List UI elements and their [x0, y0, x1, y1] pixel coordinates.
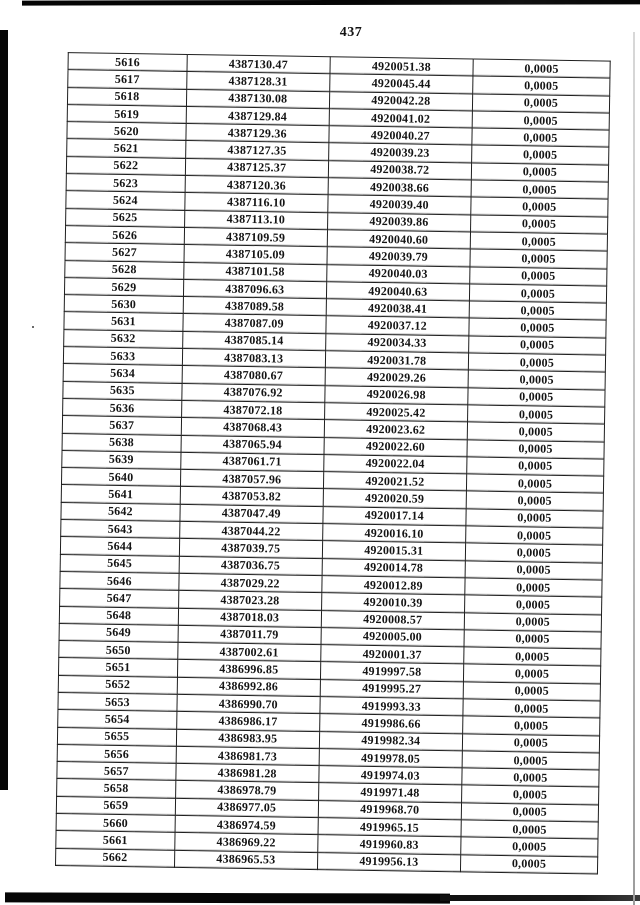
tolerance-cell: 0,0005 [461, 820, 598, 839]
y-coordinate-cell: 4920038.41 [326, 299, 469, 319]
point-id-cell: 5633 [63, 347, 182, 366]
y-coordinate-cell: 4920016.10 [322, 524, 465, 544]
tolerance-cell: 0,0005 [464, 630, 601, 649]
x-coordinate-cell: 4386969.22 [174, 833, 317, 853]
x-coordinate-cell: 4387085.14 [182, 331, 325, 351]
x-coordinate-cell: 4387127.35 [185, 141, 328, 161]
point-id-cell: 5623 [66, 174, 185, 193]
point-id-cell: 5648 [59, 606, 178, 625]
point-id-cell: 5635 [63, 381, 182, 400]
x-coordinate-cell: 4387053.82 [180, 487, 323, 507]
y-coordinate-cell: 4920039.86 [327, 212, 470, 232]
tolerance-cell: 0,0005 [469, 318, 606, 337]
point-id-cell: 5650 [59, 641, 178, 660]
point-id-cell: 5624 [66, 191, 185, 210]
y-coordinate-cell: 4920022.60 [324, 437, 467, 457]
point-id-cell: 5647 [60, 589, 179, 608]
y-coordinate-cell: 4920051.38 [330, 57, 473, 77]
scan-edge-top [22, 0, 640, 6]
x-coordinate-cell: 4387116.10 [185, 193, 328, 213]
x-coordinate-cell: 4387039.75 [179, 539, 322, 559]
tolerance-cell: 0,0005 [462, 716, 599, 735]
point-id-cell: 5659 [56, 796, 175, 815]
y-coordinate-cell: 4920014.78 [322, 558, 465, 578]
point-id-cell: 5639 [62, 450, 181, 469]
point-id-cell: 5641 [61, 485, 180, 504]
y-coordinate-cell: 4920012.89 [322, 576, 465, 596]
x-coordinate-cell: 4387130.08 [186, 89, 329, 109]
tolerance-cell: 0,0005 [463, 664, 600, 683]
point-id-cell: 5616 [68, 53, 187, 72]
point-id-cell: 5622 [66, 156, 185, 175]
y-coordinate-cell: 4920038.66 [328, 178, 471, 198]
y-coordinate-cell: 4919986.66 [319, 714, 462, 734]
y-coordinate-cell: 4920041.02 [329, 109, 472, 129]
point-id-cell: 5640 [61, 468, 180, 487]
tolerance-cell: 0,0005 [470, 267, 607, 286]
tolerance-cell: 0,0005 [464, 647, 601, 666]
y-coordinate-cell: 4920031.78 [325, 351, 468, 371]
x-coordinate-cell: 4387011.79 [178, 625, 321, 645]
y-coordinate-cell: 4920040.63 [326, 282, 469, 302]
x-coordinate-cell: 4387072.18 [181, 400, 324, 420]
scan-edge-bottom-thin [440, 895, 640, 901]
point-id-cell: 5637 [62, 416, 181, 435]
x-coordinate-cell: 4386992.86 [177, 677, 320, 697]
tolerance-cell: 0,0005 [469, 284, 606, 303]
tolerance-cell: 0,0005 [470, 215, 607, 234]
tolerance-cell: 0,0005 [473, 59, 610, 78]
point-id-cell: 5644 [60, 537, 179, 556]
tolerance-cell: 0,0005 [467, 422, 604, 441]
x-coordinate-cell: 4386981.73 [176, 746, 319, 766]
point-id-cell: 5626 [65, 226, 184, 245]
point-id-cell: 5636 [63, 399, 182, 418]
y-coordinate-cell: 4920037.12 [326, 316, 469, 336]
y-coordinate-cell: 4920015.31 [322, 541, 465, 561]
x-coordinate-cell: 4387036.75 [179, 556, 322, 576]
tolerance-cell: 0,0005 [464, 595, 601, 614]
point-id-cell: 5617 [68, 70, 187, 89]
tolerance-cell: 0,0005 [471, 145, 608, 164]
tolerance-cell: 0,0005 [462, 733, 599, 752]
y-coordinate-cell: 4919978.05 [319, 749, 462, 769]
tolerance-cell: 0,0005 [472, 94, 609, 113]
tolerance-cell: 0,0005 [462, 768, 599, 787]
x-coordinate-cell: 4387083.13 [182, 348, 325, 368]
tolerance-cell: 0,0005 [467, 439, 604, 458]
point-id-cell: 5632 [64, 329, 183, 348]
x-coordinate-cell: 4387076.92 [182, 383, 325, 403]
x-coordinate-cell: 4387096.63 [183, 279, 326, 299]
tolerance-cell: 0,0005 [471, 163, 608, 182]
point-id-cell: 5655 [57, 727, 176, 746]
y-coordinate-cell: 4920017.14 [323, 506, 466, 526]
x-coordinate-cell: 4387120.36 [185, 176, 328, 196]
x-coordinate-cell: 4387101.58 [183, 262, 326, 282]
x-coordinate-cell: 4387089.58 [183, 297, 326, 317]
point-id-cell: 5657 [57, 762, 176, 781]
scan-edge-left [0, 30, 8, 790]
x-coordinate-cell: 4387044.22 [179, 521, 322, 541]
y-coordinate-cell: 4920008.57 [321, 610, 464, 630]
y-coordinate-cell: 4919997.58 [320, 662, 463, 682]
point-id-cell: 5653 [58, 693, 177, 712]
y-coordinate-cell: 4920001.37 [321, 645, 464, 665]
x-coordinate-cell: 4387080.67 [182, 366, 325, 386]
x-coordinate-cell: 4387109.59 [184, 227, 327, 247]
page-number: 437 [339, 25, 363, 40]
x-coordinate-cell: 4387068.43 [181, 418, 324, 438]
x-coordinate-cell: 4386983.95 [176, 729, 319, 749]
tolerance-cell: 0,0005 [465, 526, 602, 545]
tolerance-cell: 0,0005 [462, 751, 599, 770]
tolerance-cell: 0,0005 [470, 249, 607, 268]
x-coordinate-cell: 4387087.09 [183, 314, 326, 334]
x-coordinate-cell: 4387105.09 [184, 245, 327, 265]
point-id-cell: 5619 [67, 104, 186, 123]
x-coordinate-cell: 4387057.96 [180, 470, 323, 490]
tolerance-cell: 0,0005 [465, 578, 602, 597]
point-id-cell: 5621 [67, 139, 186, 158]
x-coordinate-cell: 4387018.03 [178, 608, 321, 628]
y-coordinate-cell: 4919971.48 [318, 783, 461, 803]
x-coordinate-cell: 4387128.31 [186, 72, 329, 92]
tolerance-cell: 0,0005 [463, 682, 600, 701]
y-coordinate-cell: 4920005.00 [321, 627, 464, 647]
y-coordinate-cell: 4920026.98 [325, 385, 468, 405]
coordinate-table-container [55, 52, 611, 874]
y-coordinate-cell: 4919993.33 [320, 697, 463, 717]
point-id-cell: 5662 [56, 848, 175, 867]
x-coordinate-cell: 4387029.22 [179, 573, 322, 593]
y-coordinate-cell: 4920022.04 [323, 454, 466, 474]
tolerance-cell: 0,0005 [468, 370, 605, 389]
tolerance-cell: 0,0005 [465, 543, 602, 562]
y-coordinate-cell: 4919968.70 [318, 800, 461, 820]
y-coordinate-cell: 4920010.39 [321, 593, 464, 613]
point-id-cell: 5642 [61, 502, 180, 521]
y-coordinate-cell: 4919974.03 [319, 766, 462, 786]
point-id-cell: 5643 [61, 520, 180, 539]
x-coordinate-cell: 4386986.17 [176, 712, 319, 732]
y-coordinate-cell: 4920040.60 [327, 230, 470, 250]
x-coordinate-cell: 4387125.37 [185, 158, 328, 178]
y-coordinate-cell: 4920039.40 [328, 195, 471, 215]
point-id-cell: 5652 [58, 675, 177, 694]
tolerance-cell: 0,0005 [461, 803, 598, 822]
point-id-cell: 5651 [58, 658, 177, 677]
y-coordinate-cell: 4920045.44 [329, 74, 472, 94]
point-id-cell: 5620 [67, 122, 186, 141]
tolerance-cell: 0,0005 [473, 76, 610, 95]
tolerance-cell: 0,0005 [465, 561, 602, 580]
y-coordinate-cell: 4919995.27 [320, 679, 463, 699]
x-coordinate-cell: 4386965.53 [174, 850, 317, 870]
point-id-cell: 5631 [64, 312, 183, 331]
tolerance-cell: 0,0005 [472, 128, 609, 147]
tolerance-cell: 0,0005 [464, 612, 601, 631]
x-coordinate-cell: 4386978.79 [175, 781, 318, 801]
point-id-cell: 5625 [66, 208, 185, 227]
y-coordinate-cell: 4920039.23 [328, 143, 471, 163]
x-coordinate-cell: 4386977.05 [175, 798, 318, 818]
y-coordinate-cell: 4920038.72 [328, 160, 471, 180]
y-coordinate-cell: 4920023.62 [324, 420, 467, 440]
y-coordinate-cell: 4920021.52 [323, 472, 466, 492]
tolerance-cell: 0,0005 [461, 785, 598, 804]
scan-edge-right [633, 32, 635, 905]
x-coordinate-cell: 4387130.47 [187, 54, 330, 74]
point-id-cell: 5634 [63, 364, 182, 383]
y-coordinate-cell: 4920040.03 [326, 264, 469, 284]
tolerance-cell: 0,0005 [467, 405, 604, 424]
tolerance-cell: 0,0005 [463, 699, 600, 718]
x-coordinate-cell: 4387129.84 [186, 106, 329, 126]
y-coordinate-cell: 4919982.34 [319, 731, 462, 751]
x-coordinate-cell: 4387129.36 [186, 124, 329, 144]
scan-speck [32, 326, 34, 328]
y-coordinate-cell: 4920020.59 [323, 489, 466, 509]
x-coordinate-cell: 4387061.71 [180, 452, 323, 472]
point-id-cell: 5638 [62, 433, 181, 452]
x-coordinate-cell: 4387065.94 [181, 435, 324, 455]
tolerance-cell: 0,0005 [469, 301, 606, 320]
scan-edge-bottom-thick [5, 892, 450, 903]
tolerance-cell: 0,0005 [461, 837, 598, 856]
point-id-cell: 5627 [65, 243, 184, 262]
point-id-cell: 5618 [67, 87, 186, 106]
tolerance-cell: 0,0005 [471, 180, 608, 199]
point-id-cell: 5629 [64, 277, 183, 296]
x-coordinate-cell: 4387023.28 [178, 591, 321, 611]
y-coordinate-cell: 4919965.15 [318, 818, 461, 838]
coordinate-table [55, 52, 611, 874]
point-id-cell: 5645 [60, 554, 179, 573]
point-id-cell: 5660 [56, 814, 175, 833]
x-coordinate-cell: 4387047.49 [180, 504, 323, 524]
x-coordinate-cell: 4387002.61 [177, 642, 320, 662]
tolerance-cell: 0,0005 [472, 111, 609, 130]
point-id-cell: 5630 [64, 295, 183, 314]
y-coordinate-cell: 4920025.42 [324, 403, 467, 423]
x-coordinate-cell: 4386974.59 [175, 815, 318, 835]
tolerance-cell: 0,0005 [466, 509, 603, 528]
x-coordinate-cell: 4386990.70 [177, 694, 320, 714]
tolerance-cell: 0,0005 [471, 197, 608, 216]
tolerance-cell: 0,0005 [467, 457, 604, 476]
y-coordinate-cell: 4920042.28 [329, 91, 472, 111]
y-coordinate-cell: 4919956.13 [317, 852, 460, 872]
tolerance-cell: 0,0005 [460, 855, 597, 874]
table-body [56, 53, 611, 874]
tolerance-cell: 0,0005 [466, 474, 603, 493]
tolerance-cell: 0,0005 [468, 388, 605, 407]
x-coordinate-cell: 4387113.10 [184, 210, 327, 230]
point-id-cell: 5658 [57, 779, 176, 798]
y-coordinate-cell: 4920040.27 [329, 126, 472, 146]
x-coordinate-cell: 4386981.28 [176, 764, 319, 784]
tolerance-cell: 0,0005 [468, 336, 605, 355]
y-coordinate-cell: 4920029.26 [325, 368, 468, 388]
point-id-cell: 5656 [57, 744, 176, 763]
point-id-cell: 5628 [65, 260, 184, 279]
tolerance-cell: 0,0005 [468, 353, 605, 372]
point-id-cell: 5661 [56, 831, 175, 850]
y-coordinate-cell: 4920039.79 [327, 247, 470, 267]
y-coordinate-cell: 4919960.83 [318, 835, 461, 855]
point-id-cell: 5649 [59, 623, 178, 642]
x-coordinate-cell: 4386996.85 [177, 660, 320, 680]
tolerance-cell: 0,0005 [466, 491, 603, 510]
point-id-cell: 5654 [58, 710, 177, 729]
tolerance-cell: 0,0005 [470, 232, 607, 251]
y-coordinate-cell: 4920034.33 [325, 333, 468, 353]
point-id-cell: 5646 [60, 571, 179, 590]
